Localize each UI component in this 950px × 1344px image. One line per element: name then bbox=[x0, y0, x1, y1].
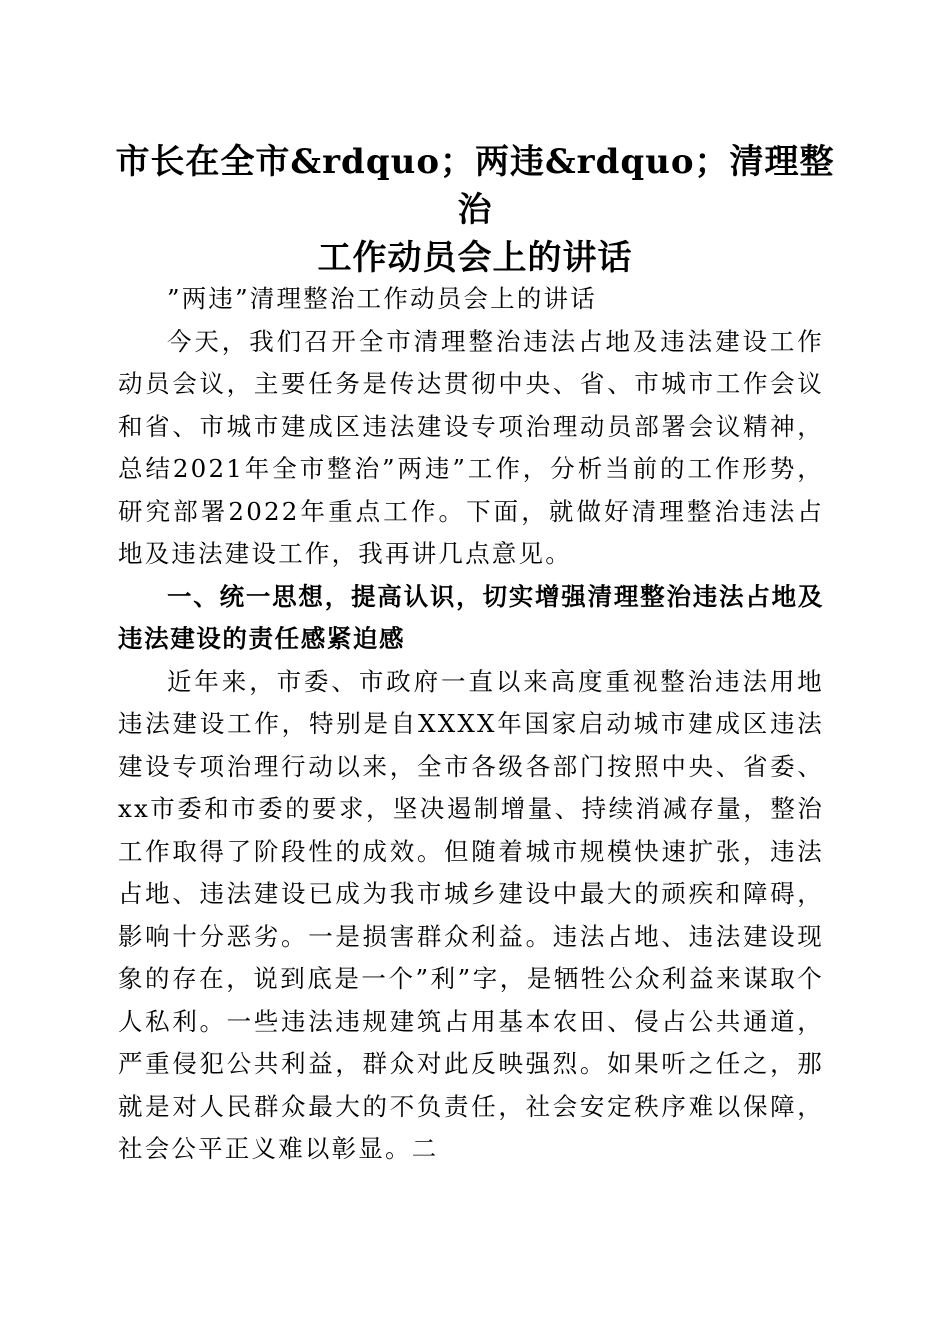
subtitle-paragraph: ”两违”清理整治工作动员会上的讲话 bbox=[167, 284, 597, 313]
section-heading: 一、统一思想，提高认识，切实增强清理整治违法占地及违法建设的责任感紧迫感 bbox=[118, 581, 824, 653]
title-line-2: 工作动员会上的讲话 bbox=[317, 238, 633, 278]
intro-paragraph: 今天，我们召开全市清理整治违法占地及违法建设工作动员会议，主要任务是传达贯彻中央、省、市城市工作会议和省、市城市建成区违法建设专项治理动员部署会议精神，总结2021年全市整治”两违”工作，分析当前的工作形势，研究部署2022年重点工作。下面，就做好清理整治违法占地及违法建设工作，我再讲几点意见。 bbox=[118, 326, 824, 568]
body-paragraph: 近年来，市委、市政府一直以来高度重视整治违法用地违法建设工作，特别是自XXXX年国家启动城市建成区违法建设专项治理行动以来，全市各级各部门按照中央、省委、xx市委和市委的要求，坚决遏制增量、持续消减存量，整治工作取得了阶段性的成效。但随着城市规模快速扩张，违法占地、违法建设已成为我市城乡建设中最大的顽疾和障碍，影响十分恶劣。一是损害群众利益。违法占地、违法建设现象的存在，说到底是一个”利”字，是牺牲公众利益来谋取个人私利。一些违法违规建筑占用基本农田、侵占公共通道，严重侵犯公共利益，群众对此反映强烈。如果听之任之，那就是对人民群众最大的不负责任，社会安定秩序难以保障，社会公平正义难以彰显。二 bbox=[118, 666, 824, 1163]
title-line-1: 市长在全市&rdquo；两违&rdquo；清理整治 bbox=[115, 142, 835, 230]
document-body bbox=[118, 278, 824, 1171]
document-title bbox=[100, 138, 850, 282]
